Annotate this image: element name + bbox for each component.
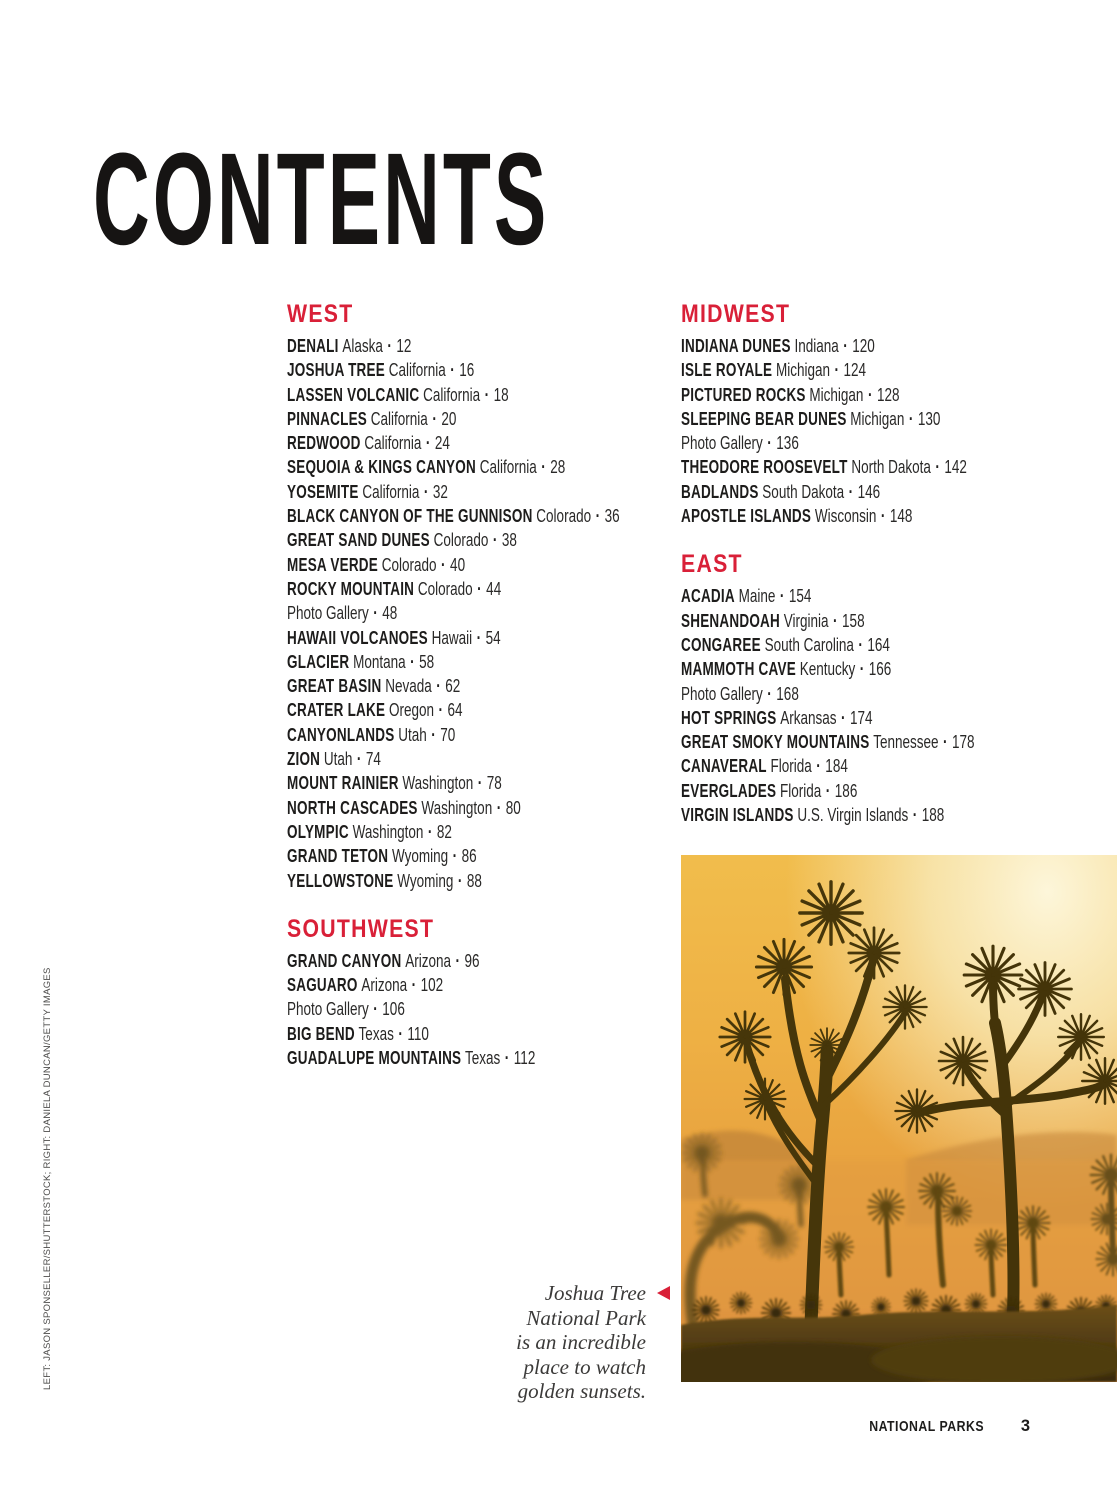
page-number: 178 (952, 732, 975, 753)
park-name: BIG BEND (287, 1023, 355, 1044)
toc-column-right (681, 302, 1061, 827)
toc-entry (287, 601, 565, 625)
entry-separator: · (943, 732, 948, 753)
park-name: APOSTLE ISLANDS (681, 506, 812, 527)
page-number: 12 (396, 336, 412, 356)
toc-entry (287, 383, 565, 407)
toc-entry (681, 779, 966, 803)
park-location: Utah (398, 724, 427, 745)
entry-separator: · (476, 627, 482, 648)
entry-separator: · (477, 773, 483, 794)
park-name: PINNACLES (287, 408, 368, 429)
entry-separator: · (423, 481, 429, 502)
page-number: 16 (459, 360, 475, 381)
entry-separator: · (477, 578, 482, 599)
toc-list (287, 334, 657, 893)
page-title: CONTENTS (93, 125, 550, 272)
page-number: 184 (825, 756, 848, 777)
park-location: Photo Gallery (287, 603, 369, 624)
park-location: Washington (402, 773, 474, 794)
park-location: Tennessee (873, 732, 939, 753)
toc-entry (681, 657, 966, 681)
toc-entry (287, 1022, 565, 1046)
park-name: GRAND CANYON (287, 950, 402, 971)
park-location: California (423, 384, 481, 405)
park-name: GUADALUPE MOUNTAINS (287, 1048, 462, 1069)
toc-entry (681, 730, 975, 754)
park-name: YELLOWSTONE (287, 870, 394, 891)
entry-separator: · (492, 530, 498, 551)
entry-separator: · (867, 384, 873, 405)
park-name: SLEEPING BEAR DUNES (681, 408, 847, 429)
page-number: 54 (485, 627, 501, 648)
toc-entry (287, 334, 565, 358)
entry-separator: · (410, 651, 415, 672)
park-location: Michigan (809, 384, 864, 405)
entry-separator: · (825, 780, 831, 801)
park-location: Alaska (342, 336, 383, 356)
park-name: MOUNT RAINIER (287, 773, 399, 794)
page-number: 102 (420, 975, 444, 996)
park-location: Utah (323, 749, 353, 770)
toc-entry (287, 577, 565, 601)
toc-entry (287, 844, 565, 868)
park-name: CONGAREE (681, 634, 761, 655)
toc-list (681, 584, 1061, 827)
page-number: 48 (382, 603, 398, 624)
park-location: Oregon (388, 700, 435, 721)
footer-publication: NATIONAL PARKS (868, 1418, 984, 1435)
page-number: 70 (440, 724, 456, 745)
page-number: 62 (445, 676, 461, 697)
entry-separator: · (859, 659, 865, 680)
toc-entry (681, 803, 966, 827)
park-name: ROCKY MOUNTAIN (287, 578, 415, 599)
page-number: 142 (944, 457, 967, 478)
park-location: Photo Gallery (681, 683, 763, 704)
page-number: 96 (464, 950, 480, 971)
toc-entry (681, 358, 966, 382)
toc-entry (681, 504, 966, 528)
page-number: 18 (493, 384, 509, 405)
toc-entry (287, 771, 565, 795)
entry-separator: · (432, 408, 437, 429)
park-location: California (370, 408, 428, 429)
entry-separator: · (431, 724, 436, 745)
toc-entry (287, 698, 565, 722)
toc-section-midwest (681, 302, 1061, 528)
caption-pointer-icon (657, 1286, 670, 1300)
entry-separator: · (880, 506, 886, 527)
entry-separator: · (908, 408, 914, 429)
page-number: 112 (513, 1048, 536, 1069)
park-location: Florida (780, 780, 822, 801)
toc-entry (287, 626, 565, 650)
park-name: EVERGLADES (681, 780, 777, 801)
toc-entry (287, 528, 565, 552)
entry-separator: · (595, 506, 601, 527)
toc-entry (681, 609, 966, 633)
entry-separator: · (912, 805, 918, 826)
park-location: California (362, 481, 420, 502)
page-number: 146 (857, 481, 881, 502)
toc-entry (681, 334, 966, 358)
toc-section-east (681, 552, 1061, 827)
toc-entry (287, 455, 565, 479)
park-name: CANYONLANDS (287, 724, 395, 745)
toc-entry (287, 997, 565, 1021)
page-number: 64 (447, 700, 463, 721)
page-number: 78 (486, 773, 502, 794)
entry-separator: · (455, 950, 460, 971)
toc-entry (287, 973, 565, 997)
park-location: Colorado (417, 578, 473, 599)
park-name: BLACK CANYON OF THE GUNNISON (287, 506, 533, 527)
park-location: South Dakota (762, 481, 845, 502)
entry-separator: · (843, 336, 848, 356)
caption-line: Joshua Tree (544, 1281, 646, 1305)
page-number: 106 (382, 999, 405, 1020)
park-name: ISLE ROYALE (681, 360, 773, 381)
park-location: Photo Gallery (681, 433, 763, 454)
entry-separator: · (816, 756, 821, 777)
page-number: 136 (776, 433, 799, 454)
toc-entry (287, 674, 565, 698)
page-number: 164 (867, 634, 890, 655)
page-number: 174 (850, 707, 873, 728)
park-location: Indiana (794, 336, 839, 356)
entry-separator: · (457, 870, 463, 891)
park-name: MAMMOTH CAVE (681, 659, 796, 680)
toc-entry (681, 431, 966, 455)
caption-line: National Park (526, 1305, 646, 1330)
toc-entry (287, 431, 565, 455)
park-location: Hawaii (431, 627, 473, 648)
entry-separator: · (398, 1023, 403, 1044)
page-number: 44 (486, 578, 502, 599)
page-number: 82 (436, 821, 452, 842)
toc-entry (681, 480, 966, 504)
toc-entry (681, 706, 966, 730)
park-location: Arizona (405, 950, 451, 971)
page-number: 74 (365, 749, 381, 770)
page-number: 166 (868, 659, 892, 680)
toc-entry (287, 480, 565, 504)
park-name: CRATER LAKE (287, 700, 386, 721)
park-name: GREAT SMOKY MOUNTAINS (681, 732, 870, 753)
page-number: 120 (852, 336, 875, 356)
park-name: THEODORE ROOSEVELT (681, 457, 848, 478)
park-location: North Dakota (851, 457, 931, 478)
park-location: Maine (738, 586, 776, 607)
toc-entry (287, 650, 565, 674)
toc-entry (287, 747, 565, 771)
park-name: INDIANA DUNES (681, 336, 791, 356)
toc-section-west (287, 302, 657, 893)
toc-column-left (287, 302, 657, 1070)
toc-entry (681, 633, 966, 657)
caption-line: place to watch (523, 1354, 646, 1379)
park-location: Wyoming (391, 846, 449, 867)
page-number: 36 (604, 506, 620, 527)
page-number: 110 (407, 1023, 429, 1044)
park-location: Arizona (361, 975, 408, 996)
park-name: SAGUARO (287, 975, 358, 996)
section-title: MIDWEST (681, 300, 791, 328)
page-number: 24 (434, 433, 450, 454)
park-location: Colorado (381, 554, 437, 575)
park-name: VIRGIN ISLANDS (681, 805, 794, 826)
park-location: Wyoming (397, 870, 454, 891)
entry-separator: · (484, 384, 490, 405)
park-name: ZION (287, 749, 321, 770)
park-name: GREAT SAND DUNES (287, 530, 430, 551)
page-number: 148 (889, 506, 913, 527)
toc-entry (681, 383, 966, 407)
park-location: California (364, 433, 422, 454)
park-location: Texas (358, 1023, 394, 1044)
park-name: PICTURED ROCKS (681, 384, 806, 405)
entry-separator: · (504, 1048, 510, 1069)
toc-entry (287, 869, 565, 893)
park-location: Michigan (776, 360, 831, 381)
caption-line: golden sunsets. (517, 1379, 646, 1404)
park-name: MESA VERDE (287, 554, 379, 575)
park-name: DENALI (287, 336, 339, 356)
toc-entry (681, 407, 966, 431)
caption-line: is an incredible (516, 1330, 646, 1355)
entry-separator: · (935, 457, 940, 478)
park-name: BADLANDS (681, 481, 759, 502)
toc-entry (287, 553, 565, 577)
park-location: Washington (352, 821, 424, 842)
page-number: 124 (843, 360, 867, 381)
park-name: HOT SPRINGS (681, 707, 777, 728)
park-name: GLACIER (287, 651, 350, 672)
entry-separator: · (779, 586, 785, 607)
photo-credit: LEFT: JASON SPONSELLER/SHUTTERSTOCK; RIGHT: DANIELA DUNCAN/GETTY IMAGES (42, 967, 53, 1390)
toc-list (287, 949, 657, 1070)
entry-separator: · (541, 457, 546, 478)
park-location: Colorado (536, 506, 592, 527)
entry-separator: · (387, 336, 392, 356)
park-location: Michigan (850, 408, 905, 429)
entry-separator: · (373, 603, 378, 624)
toc-entry (681, 455, 966, 479)
park-name: CANAVERAL (681, 756, 767, 777)
page-number: 186 (834, 780, 858, 801)
entry-separator: · (496, 797, 502, 818)
toc-entry (681, 682, 966, 706)
park-name: OLYMPIC (287, 821, 349, 842)
park-name: SEQUOIA & KINGS CANYON (287, 457, 476, 478)
toc-entry (287, 358, 565, 382)
section-title: WEST (287, 300, 354, 328)
park-location: Kentucky (799, 659, 856, 680)
entry-separator: · (356, 749, 362, 770)
page-number: 40 (450, 554, 466, 575)
toc-section-southwest (287, 914, 657, 1070)
page-number: 88 (466, 870, 482, 891)
toc-entry (287, 407, 565, 431)
toc-entry (287, 504, 620, 528)
park-location: Montana (353, 651, 406, 672)
park-location: California (388, 360, 446, 381)
park-name: GRAND TETON (287, 846, 389, 867)
page-number: 28 (550, 457, 566, 478)
park-name: ACADIA (681, 586, 735, 607)
park-name: GREAT BASIN (287, 676, 382, 697)
joshua-tree-photo-art (681, 855, 1117, 1382)
park-location: Florida (770, 756, 812, 777)
page-number: 58 (419, 651, 435, 672)
toc-entry (287, 820, 565, 844)
entry-separator: · (425, 433, 431, 454)
toc-entry (681, 584, 966, 608)
park-location: Texas (465, 1048, 501, 1069)
entry-separator: · (438, 700, 444, 721)
page-footer (780, 1417, 1030, 1436)
section-title: EAST (681, 550, 743, 579)
page-number: 128 (876, 384, 900, 405)
park-name: YOSEMITE (287, 481, 359, 502)
park-location: Arkansas (780, 707, 837, 728)
entry-separator: · (411, 975, 417, 996)
park-name: SHENANDOAH (681, 610, 781, 631)
park-location: Washington (421, 797, 493, 818)
entry-separator: · (441, 554, 446, 575)
section-title: SOUTHWEST (287, 914, 435, 943)
entry-separator: · (427, 821, 433, 842)
park-location: Virginia (783, 610, 829, 631)
page-number: 154 (788, 586, 812, 607)
entry-separator: · (834, 360, 840, 381)
entry-separator: · (450, 360, 455, 381)
park-location: U.S. Virgin Islands (797, 805, 909, 826)
park-location: California (479, 457, 537, 478)
page-number: 32 (432, 481, 448, 502)
entry-separator: · (767, 683, 772, 704)
footer-page-number: 3 (1020, 1417, 1030, 1435)
page-number: 20 (441, 408, 457, 429)
toc-entry (287, 949, 565, 973)
toc-entry (287, 723, 565, 747)
entry-separator: · (452, 846, 458, 867)
page-number: 80 (505, 797, 521, 818)
entry-separator: · (833, 610, 838, 631)
page-number: 158 (842, 610, 865, 631)
park-name: HAWAII VOLCANOES (287, 627, 428, 648)
park-location: South Carolina (764, 634, 854, 655)
entry-separator: · (767, 433, 772, 454)
page-number: 130 (917, 408, 941, 429)
park-location: Wisconsin (814, 506, 877, 527)
park-name: LASSEN VOLCANIC (287, 384, 420, 405)
photo-caption (398, 1281, 646, 1404)
park-location: Photo Gallery (287, 999, 369, 1020)
joshua-tree-sunset-photo (681, 855, 1117, 1382)
entry-separator: · (436, 676, 441, 697)
entry-separator: · (841, 707, 846, 728)
page-number: 188 (921, 805, 945, 826)
park-location: Colorado (433, 530, 489, 551)
entry-separator: · (848, 481, 854, 502)
park-name: REDWOOD (287, 433, 361, 454)
entry-separator: · (858, 634, 863, 655)
toc-entry (681, 754, 966, 778)
page-number: 168 (776, 683, 799, 704)
park-location: Nevada (385, 676, 432, 697)
page-number: 38 (501, 530, 517, 551)
park-name: JOSHUA TREE (287, 360, 385, 381)
page-number: 86 (461, 846, 477, 867)
toc-entry (287, 796, 565, 820)
park-name: NORTH CASCADES (287, 797, 418, 818)
entry-separator: · (373, 999, 378, 1020)
toc-entry (287, 1046, 565, 1070)
toc-list (681, 334, 1061, 528)
